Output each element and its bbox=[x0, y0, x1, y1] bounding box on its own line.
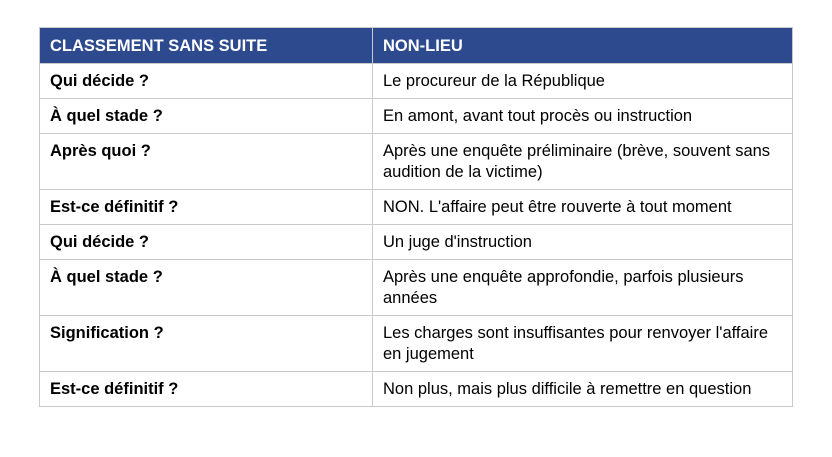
answer-cell: Après une enquête préliminaire (brève, souvent sans audition de la victime) bbox=[373, 134, 793, 190]
question-cell: Est-ce définitif ? bbox=[40, 190, 373, 225]
table-row bbox=[40, 190, 793, 225]
answer-cell: Un juge d'instruction bbox=[373, 225, 793, 260]
answer-cell: NON. L'affaire peut être rouverte à tout moment bbox=[373, 190, 793, 225]
question-cell: Après quoi ? bbox=[40, 134, 373, 190]
header-classement-sans-suite: CLASSEMENT SANS SUITE bbox=[40, 28, 373, 64]
table-row bbox=[40, 260, 793, 316]
answer-cell: Non plus, mais plus difficile à remettre en question bbox=[373, 372, 793, 407]
table-row bbox=[40, 316, 793, 372]
question-cell: Qui décide ? bbox=[40, 64, 373, 99]
question-cell: À quel stade ? bbox=[40, 260, 373, 316]
answer-cell: Les charges sont insuffisantes pour renvoyer l'affaire en jugement bbox=[373, 316, 793, 372]
header-row bbox=[40, 28, 793, 64]
table-row bbox=[40, 372, 793, 407]
table-body bbox=[40, 64, 793, 407]
table-row bbox=[40, 134, 793, 190]
question-cell: À quel stade ? bbox=[40, 99, 373, 134]
question-cell: Signification ? bbox=[40, 316, 373, 372]
comparison-table bbox=[39, 27, 793, 407]
answer-cell: En amont, avant tout procès ou instruction bbox=[373, 99, 793, 134]
question-cell: Est-ce définitif ? bbox=[40, 372, 373, 407]
question-cell: Qui décide ? bbox=[40, 225, 373, 260]
table-row bbox=[40, 225, 793, 260]
answer-cell: Après une enquête approfondie, parfois plusieurs années bbox=[373, 260, 793, 316]
answer-cell: Le procureur de la République bbox=[373, 64, 793, 99]
header-non-lieu: NON-LIEU bbox=[373, 28, 793, 64]
table-row bbox=[40, 64, 793, 99]
table-header bbox=[40, 28, 793, 64]
table-row bbox=[40, 99, 793, 134]
